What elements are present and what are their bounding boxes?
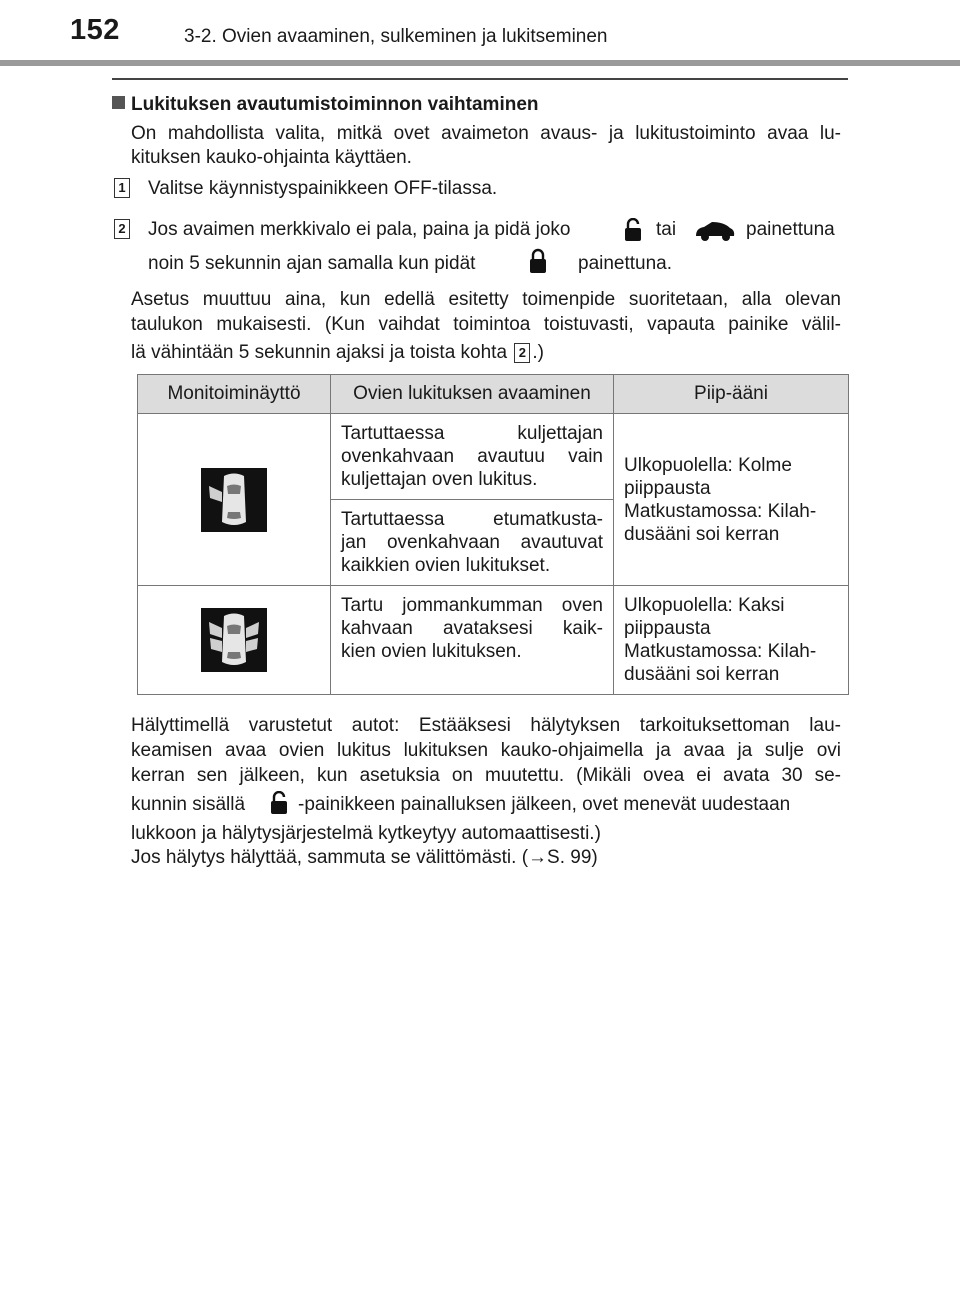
alarm-line-4b: -painikkeen painalluksen jälkeen, ovet menevät uudestaan (298, 794, 791, 815)
step-1-number: 1 (114, 178, 130, 198)
step-2-tai: tai (656, 219, 677, 240)
alarm-line-1: Hälyttimellä varustetut autot: Estääksesi hälytyksen tarkoituksettoman lau- (131, 715, 841, 736)
display-cell (138, 414, 331, 586)
intro-line-2: kituksen kauko-ohjainta käyttäen. (131, 147, 412, 168)
table-row (138, 414, 849, 500)
col-header-display: Monitoiminäyttö (138, 375, 331, 414)
unlock-option-all: Tartu jommankumman oven kahvaan avataksesi kaik- kien ovien lukituksen. (331, 586, 614, 695)
para-line-1: Asetus muuttuu aina, kun edellä esitetty toimenpide suoritetaan, alla olevan (131, 289, 841, 310)
col-header-beep: Piip-ääni (614, 375, 849, 414)
display-cell (138, 586, 331, 695)
section-title: Lukituksen avautumistoiminnon vaihtaminen (112, 92, 539, 117)
alarm-line-3: kerran sen jälkeen, kun asetuksia on muutettu. (Mikäli ovea ei avata 30 se- (131, 765, 841, 786)
header-rule (0, 60, 960, 66)
car-all-doors-open-image (201, 608, 267, 672)
step-2-text-b: painettuna (746, 219, 835, 240)
step-2-text-c: noin 5 sekunnin ajan samalla kun pidät (148, 253, 476, 274)
alarm-line-5: lukkoon ja hälytysjärjestelmä kytkeytyy automaattisesti.) (131, 823, 601, 844)
section-rule (112, 78, 848, 80)
beep-cell-2: Ulkopuolella: Kaksi piippausta Matkustamossa: Kilah- dusääni soi kerran (614, 586, 849, 695)
square-bullet-icon (112, 96, 125, 109)
chapter-title: 3-2. Ovien avaaminen, sulkeminen ja lukitseminen (184, 26, 608, 47)
para-line-3: lä vähintään 5 sekunnin ajaksi ja toista kohta 2 .) (131, 342, 544, 363)
settings-table (137, 374, 849, 695)
col-header-unlock: Ovien lukituksen avaaminen (331, 375, 614, 414)
table-row (138, 586, 849, 695)
trunk-car-icon (694, 220, 736, 247)
alarm-line-2: keamisen avaa ovien lukitus lukituksen kauko-ohjaimella ja avaa ja sulje ovi (131, 740, 841, 761)
unlock-option-passenger: Tartuttaessa etumatkusta- jan ovenkahvaan avautuvat kaikkien ovien lukitukset. (331, 500, 614, 586)
step-2-number: 2 (114, 219, 130, 239)
unlock-option-driver: Tartuttaessa kuljettajan ovenkahvaan avautuu vain kuljettajan oven lukitus. (331, 414, 614, 500)
unlock-icon (624, 218, 642, 247)
step-ref-box: 2 (514, 343, 530, 363)
step-2-text-a: Jos avaimen merkkivalo ei pala, paina ja pidä joko (148, 219, 571, 240)
intro-line-1: On mahdollista valita, mitkä ovet avaimeton avaus- ja lukitustoiminto avaa lu- (131, 123, 841, 144)
car-driver-door-open-image (201, 468, 267, 532)
unlock-icon (270, 791, 288, 820)
beep-cell-1: Ulkopuolella: Kolme piippausta Matkustamossa: Kilah- dusääni soi kerran (614, 414, 849, 586)
alarm-line-4a: kunnin sisällä (131, 794, 246, 815)
para-line-2: taulukon mukaisesti. (Kun vaihdat toimintoa toistuvasti, vapauta painike välil- (131, 314, 841, 335)
lock-icon (528, 248, 548, 279)
page-number: 152 (70, 14, 120, 46)
table-header-row (138, 375, 849, 414)
step-1-text: Valitse käynnistyspainikkeen OFF-tilassa. (148, 178, 498, 199)
step-2-text-d: painettuna. (578, 253, 673, 274)
alarm-line-6: Jos hälytys hälyttää, sammuta se välittömästi. (→S. 99) (131, 847, 598, 868)
